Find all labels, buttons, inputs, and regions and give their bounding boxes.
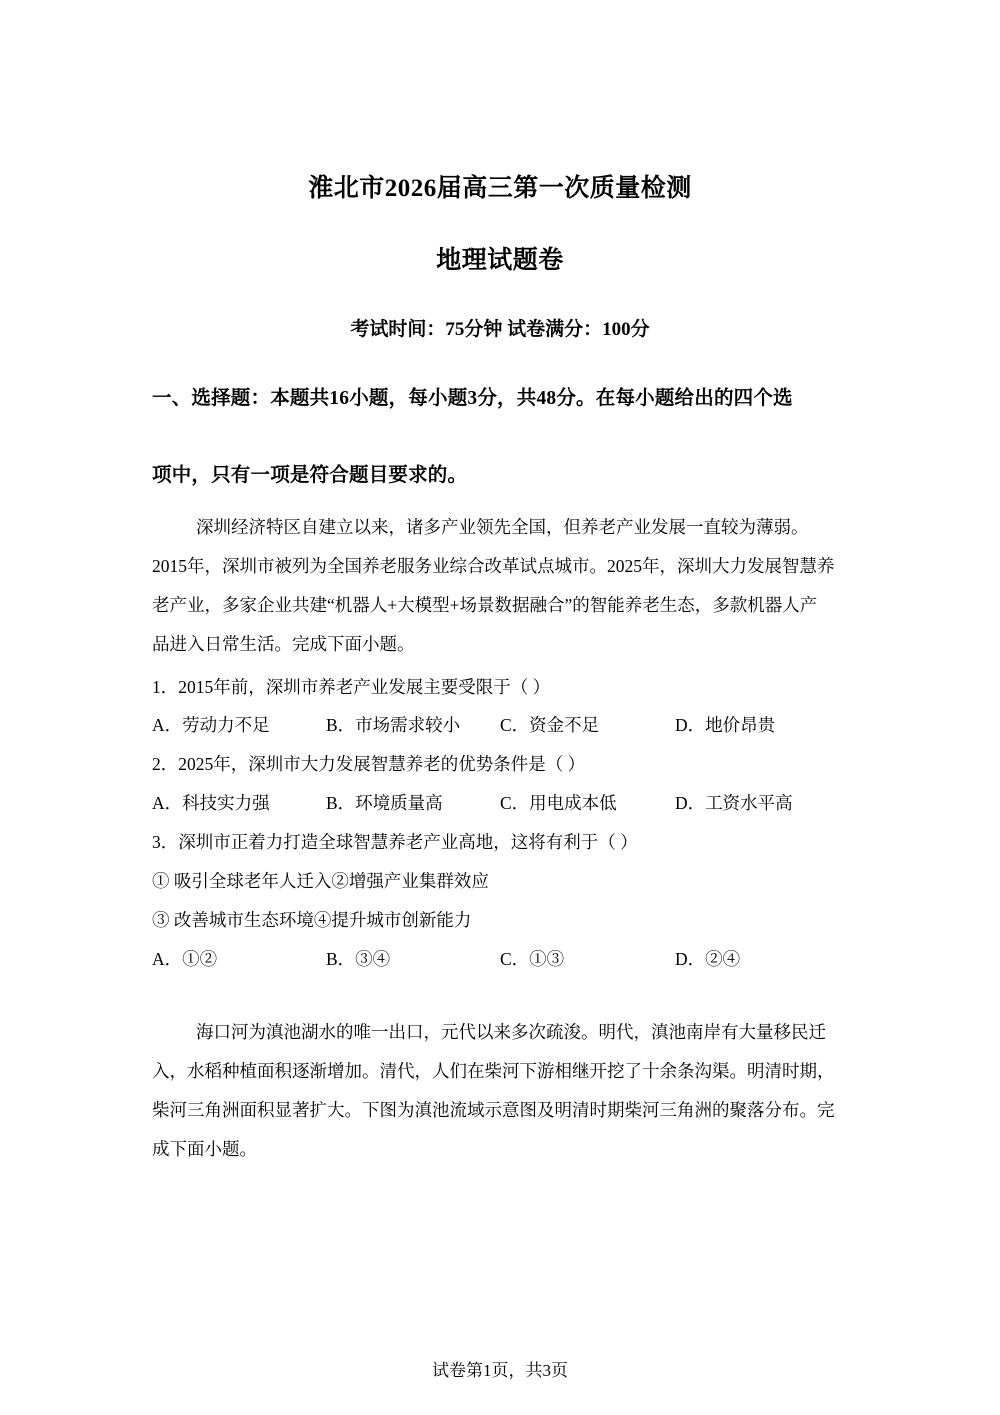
option-d: D．工资水平高 (675, 793, 793, 813)
question-1-stem: 1．2015年前，深圳市养老产业发展主要受限于（ ） (152, 677, 551, 697)
exam-title: 淮北市2026届高三第一次质量检测 (308, 175, 692, 202)
passage-2-line: 成下面小题。 (152, 1139, 257, 1159)
option-a: A．劳动力不足 (152, 715, 270, 735)
option-d: D．地价昂贵 (675, 715, 776, 735)
option-c: C．用电成本低 (500, 793, 617, 813)
passage-1 (152, 508, 852, 664)
question-3-stem: 3．深圳市正着力打造全球智慧养老产业高地，这将有利于（ ） (152, 832, 638, 852)
exam-info: 考试时间：75分钟 试卷满分：100分 (350, 319, 650, 340)
passage-2-line: 海口河为滇池湖水的唯一出口，元代以来多次疏浚。明代，滇池南岸有大量移民迁 (196, 1022, 826, 1042)
option-d: D．②④ (675, 949, 741, 969)
section-heading-line2: 项中，只有一项是符合题目要求的。 (152, 465, 468, 486)
passage-1-line: 品进入日常生活。完成下面小题。 (152, 634, 415, 654)
passage-2-line: 入，水稻种植面积逐渐增加。清代，人们在柴河下游相继开挖了十余条沟渠。明清时期， (152, 1061, 835, 1081)
passage-2 (152, 1013, 852, 1169)
question-3-statement: ③ 改善城市生态环境④提升城市创新能力 (152, 910, 472, 930)
option-b: B．市场需求较小 (326, 715, 461, 735)
option-b: B．③④ (326, 949, 391, 969)
option-c: C．①③ (500, 949, 565, 969)
page-footer: 试卷第1页，共3页 (432, 1361, 568, 1380)
option-b: B．环境质量高 (326, 793, 443, 813)
passage-2-line: 柴河三角洲面积显著扩大。下图为滇池流域示意图及明清时期柴河三角洲的聚落分布。完 (152, 1100, 835, 1120)
section-heading-line1: 一、选择题：本题共16小题，每小题3分，共48分。在每小题给出的四个选 (152, 388, 793, 409)
option-c: C．资金不足 (500, 715, 600, 735)
question-2-stem: 2．2025年，深圳市大力发展智慧养老的优势条件是（ ） (152, 754, 586, 774)
passage-1-line: 深圳经济特区自建立以来，诸多产业领先全国，但养老产业发展一直较为薄弱。 (196, 517, 809, 537)
exam-subtitle: 地理试题卷 (436, 247, 564, 274)
option-a: A．①② (152, 949, 218, 969)
passage-1-line: 老产业，多家企业共建“机器人+大模型+场景数据融合”的智能养老生态，多款机器人产 (152, 595, 818, 615)
passage-1-line: 2015年，深圳市被列为全国养老服务业综合改革试点城市。2025年，深圳大力发展智慧养 (152, 556, 835, 576)
question-3-statement: ① 吸引全球老年人迁入②增强产业集群效应 (152, 871, 489, 891)
option-a: A．科技实力强 (152, 793, 270, 813)
